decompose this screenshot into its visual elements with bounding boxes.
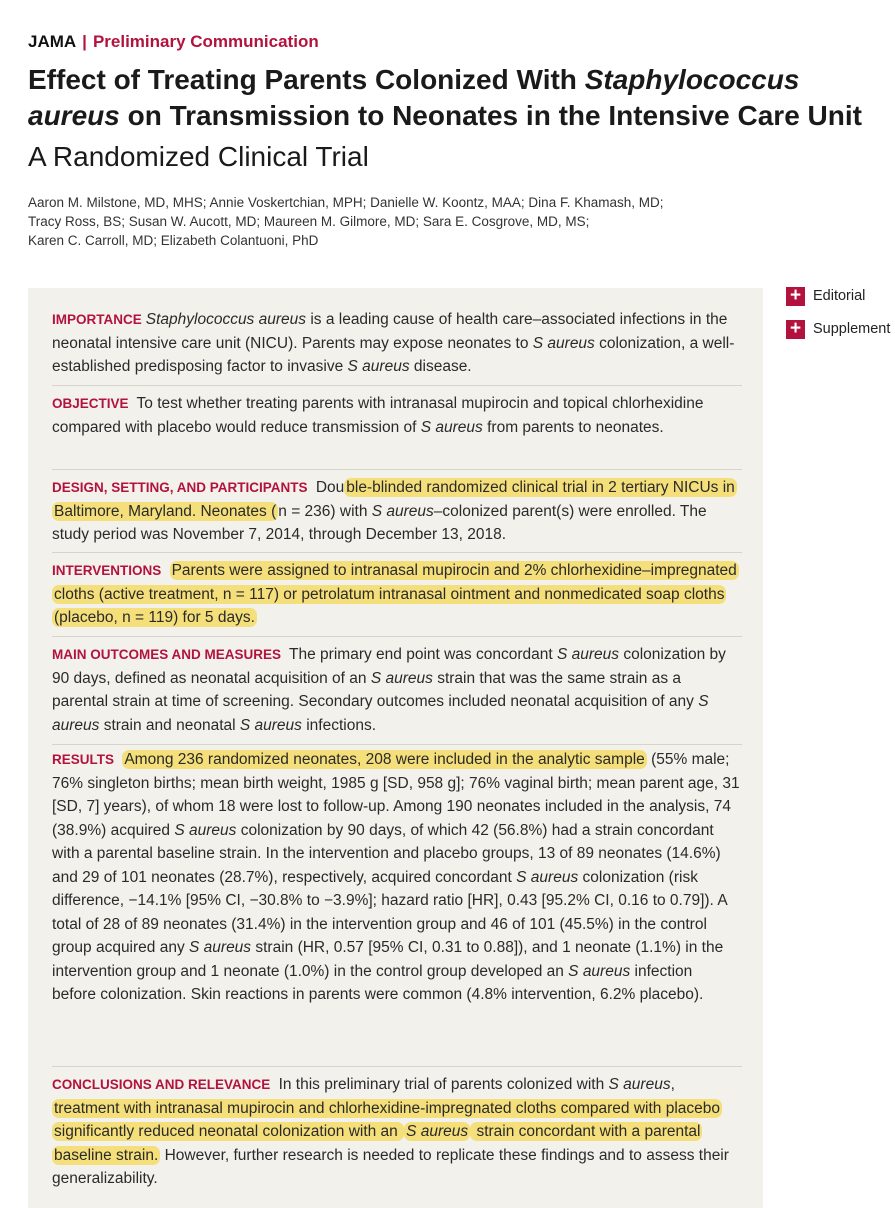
- conclusions-text: ,: [670, 1076, 675, 1093]
- section-divider: [52, 552, 742, 553]
- editorial-link-label: Editorial: [813, 288, 866, 304]
- importance-text: S aureus: [532, 334, 595, 352]
- design-text: S aureus: [371, 502, 434, 520]
- conclusions-highlight: strain concordant with a parental baseline strain.: [54, 1123, 701, 1164]
- importance-text: is a leading cause of health care–associated infections in the neonatal intensive care unit (NICU). Parents may expose neonates to: [52, 311, 728, 352]
- article-title: [28, 62, 888, 134]
- title-part1: Effect of Treating Parents Colonized With: [28, 64, 585, 95]
- objective-text: S aureus: [420, 418, 483, 436]
- author-line-3: Karen C. Carroll, MD; Elizabeth Colantuoni, PhD: [28, 233, 319, 248]
- objective-heading: OBJECTIVE: [52, 396, 129, 411]
- importance-heading: IMPORTANCE: [52, 312, 142, 327]
- section-divider: [52, 1066, 742, 1067]
- results-text: strain (HR, 0.57 [95% CI, 0.31 to 0.88]), and 1 neonate (1.1%) in the intervention group and 1 neonate (1.0%) in the control group developed an: [52, 939, 724, 980]
- journal-header: [28, 32, 319, 52]
- editorial-link[interactable]: [786, 286, 890, 306]
- importance-text: colonization, a well-established predisposing factor to invasive: [52, 334, 735, 375]
- section-divider: [52, 744, 742, 745]
- abstract-objective: [52, 392, 740, 439]
- outcomes-text: S aureus: [52, 693, 709, 734]
- plus-icon: +: [786, 287, 805, 306]
- design-text: –colonized parent(s) were enrolled. The study period was November 7, 2014, through December 13, 2018.: [52, 502, 707, 543]
- journal-name: JAMA: [28, 32, 77, 51]
- design-highlight: ble-blinded randomized clinical trial in 2 tertiary NICUs in Baltimore, Maryland. Neonates (: [54, 479, 735, 520]
- author-list: [28, 193, 768, 250]
- design-text: n = 236) with: [278, 502, 372, 520]
- interventions-text: [165, 562, 169, 579]
- side-links: [786, 286, 890, 352]
- importance-text: S aureus: [347, 358, 410, 375]
- importance-text: Staphylococcus aureus: [145, 311, 307, 328]
- outcomes-text: infections.: [301, 716, 377, 734]
- results-text: S aureus: [568, 962, 631, 980]
- article-type: Preliminary Communication: [92, 32, 319, 51]
- conclusions-text: S aureus: [608, 1076, 671, 1093]
- results-text: S aureus: [189, 939, 252, 956]
- conclusions-highlight: S aureus: [406, 1123, 469, 1140]
- plus-icon: +: [786, 320, 805, 339]
- author-line-1: Aaron M. Milstone, MD, MHS; Annie Voskertchian, MPH; Danielle W. Koontz, MAA; Dina F. Khamash, MD;: [28, 195, 664, 210]
- conclusions-text: However, further research is needed to replicate these findings and to assess their generalizability.: [52, 1146, 729, 1187]
- abstract-interventions: [52, 559, 740, 630]
- section-divider: [52, 469, 742, 470]
- results-heading: RESULTS: [52, 752, 115, 767]
- section-divider: [52, 385, 742, 386]
- supplement-link[interactable]: [786, 319, 890, 339]
- objective-text: To test whether treating parents with intranasal mupirocin and topical chlorhexidine compared with placebo would reduce transmission of: [52, 395, 704, 436]
- conclusions-heading: CONCLUSIONS AND RELEVANCE: [52, 1077, 271, 1092]
- abstract-results: [52, 748, 740, 1007]
- abstract-conclusions: [52, 1073, 740, 1191]
- abstract-importance: [52, 308, 740, 379]
- interventions-heading: INTERVENTIONS: [52, 563, 162, 578]
- results-text: colonization (risk difference, −14.1% [95% CI, −30.8% to −3.9%]; hazard ratio [HR], 0.43 [95.2% CI, 0.16 to 0.79]). A total of 28 of 89 neonates (31.4%) in the intervention group and 46 of 101 (45.5%) in the control group acquired any: [52, 868, 727, 956]
- design-text: Dou: [311, 479, 345, 496]
- results-text: S aureus: [516, 868, 579, 886]
- conclusions-text: In this preliminary trial of parents colonized with: [274, 1076, 609, 1093]
- article-subtitle: A Randomized Clinical Trial: [28, 141, 369, 172]
- outcomes-text: S aureus: [557, 646, 620, 663]
- outcomes-text: S aureus: [370, 669, 433, 687]
- title-organism: Staphylococcus aureus: [28, 64, 800, 131]
- results-text: colonization by 90 days, of which 42 (56.8%) had a strain concordant with a parental baseline strain. In the intervention and placebo groups, 13 of 89 neonates (14.6%) and 29 of 101 neonates (28.7%), respectively, acquired concordant: [52, 821, 721, 886]
- section-divider: [52, 636, 742, 637]
- results-text: (55% male; 76% singleton births; mean birth weight, 1985 g [SD, 958 g]; 76% vaginal birth; mean parent age, 31 [SD, 7] years), of whom 18 were lost to follow-up. Among 190 neonates included in the analysis, 74 (38.9%) acquired: [52, 751, 740, 839]
- results-highlight: Among 236 randomized neonates, 208 were included in the analytic sample: [124, 751, 645, 768]
- abstract-design: [52, 476, 740, 547]
- outcomes-text: The primary end point was concordant: [285, 646, 557, 663]
- outcomes-text: S aureus: [239, 716, 302, 734]
- conclusions-highlight: treatment with intranasal mupirocin and chlorhexidine-impregnated cloths compared with placebo significantly reduced neonatal colonization with an: [54, 1099, 720, 1140]
- abstract-box: [28, 288, 763, 1208]
- header-separator: |: [82, 32, 87, 51]
- outcomes-text: strain that was the same strain as a parental strain at time of screening. Secondary outcomes included neonatal acquisition of any: [52, 669, 699, 710]
- results-text: S aureus: [174, 821, 237, 839]
- results-text: infection before colonization. Skin reactions in parents were common (4.8% intervention, 6.2% placebo).: [52, 962, 704, 1003]
- outcomes-heading: MAIN OUTCOMES AND MEASURES: [52, 647, 282, 662]
- objective-text: from parents to neonates.: [482, 418, 664, 436]
- importance-text: disease.: [409, 358, 472, 375]
- title-part2: on Transmission to Neonates in the Intensive Care Unit: [119, 100, 862, 131]
- design-heading: DESIGN, SETTING, AND PARTICIPANTS: [52, 480, 308, 495]
- outcomes-text: strain and neonatal: [99, 716, 240, 734]
- outcomes-text: colonization by 90 days, defined as neonatal acquisition of an: [52, 646, 726, 687]
- abstract-outcomes: [52, 643, 740, 737]
- supplement-link-label: Supplement: [813, 321, 891, 337]
- author-line-2: Tracy Ross, BS; Susan W. Aucott, MD; Maureen M. Gilmore, MD; Sara E. Cosgrove, MD, MS;: [28, 214, 590, 229]
- interventions-highlight: Parents were assigned to intranasal mupirocin and 2% chlorhexidine–impregnated cloths (active treatment, n = 117) or petrolatum intranasal ointment and nonmedicated soap cloths (placebo, n = 119) for 5 days.: [54, 562, 737, 626]
